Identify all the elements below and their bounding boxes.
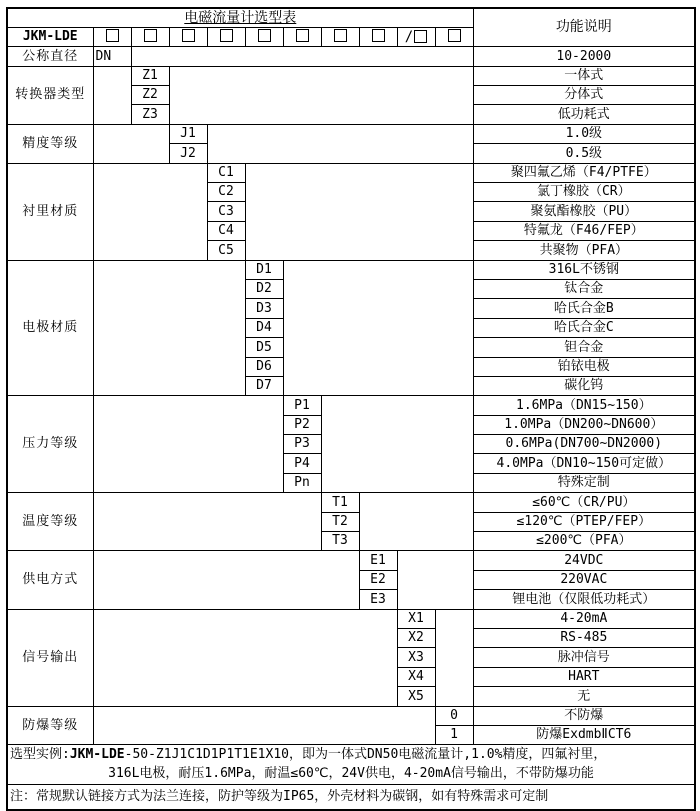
- code-cell: T1: [321, 493, 359, 512]
- spacer-cell: [169, 66, 473, 124]
- example-line1: 选型实例:JKM-LDE-50-Z1J1C1D1P1T1E1X10，即为一体式DN50电磁流量计,1.0%精度，四氟衬里，: [10, 747, 607, 762]
- description-cell: RS-485: [473, 629, 695, 648]
- spacer-cell: [283, 260, 473, 396]
- spacer-cell: [397, 551, 473, 609]
- description-cell: 锂电池（仅限低功耗式）: [473, 590, 695, 609]
- description-cell: 特殊定制: [473, 473, 695, 492]
- description-cell: 哈氏合金C: [473, 318, 695, 337]
- description-cell: ≤60℃（CR/PU）: [473, 493, 695, 512]
- section-label-temperature-rating: 温度等级: [7, 493, 93, 551]
- description-cell: 共聚物（PFA）: [473, 241, 695, 260]
- code-cell: X5: [397, 687, 435, 706]
- model-code-checkbox: [93, 27, 131, 46]
- description-cell: ≤120℃（PTEP/FEP）: [473, 512, 695, 531]
- code-cell: Z2: [131, 86, 169, 105]
- code-cell: 1: [435, 725, 473, 744]
- spacer-cell: [93, 260, 245, 396]
- model-code-checkbox: [283, 27, 321, 46]
- description-cell: 无: [473, 687, 695, 706]
- function-description-header: 功能说明: [473, 8, 695, 47]
- code-cell: C1: [207, 163, 245, 182]
- example-line2: 316L电极，耐压1.6MPa，耐温≤60℃，24V供电，4-20mA信号输出，不带防爆功能: [108, 765, 594, 781]
- model-prefix: JKM-LDE: [7, 27, 93, 46]
- code-cell: E1: [359, 551, 397, 570]
- description-cell: 铂铱电极: [473, 357, 695, 376]
- spacer-cell: [207, 124, 473, 163]
- spacer-cell: [321, 396, 473, 493]
- note-row: 注：常规默认链接方式为法兰连接，防护等级为IP65，外壳材料为碳钢，如有特殊需求可定制: [7, 785, 695, 810]
- description-cell: 低功耗式: [473, 105, 695, 124]
- section-label-power-supply: 供电方式: [7, 551, 93, 609]
- model-code-checkbox: [207, 27, 245, 46]
- description-cell: 10-2000: [473, 47, 695, 66]
- code-cell: C4: [207, 221, 245, 240]
- code-cell: Pn: [283, 473, 321, 492]
- code-cell: X2: [397, 629, 435, 648]
- description-cell: 1.0级: [473, 124, 695, 143]
- spacer-cell: [93, 551, 359, 609]
- code-cell: T3: [321, 532, 359, 551]
- checkbox-icon: [258, 29, 271, 42]
- spacer-cell: [93, 66, 131, 124]
- description-cell: 特氟龙（F46/FEP）: [473, 221, 695, 240]
- checkbox-icon: [296, 29, 309, 42]
- code-cell: C5: [207, 241, 245, 260]
- slash-separator: /: [404, 28, 414, 45]
- checkbox-icon: [220, 29, 233, 42]
- spacer-cell: [93, 609, 397, 706]
- code-cell: D3: [245, 299, 283, 318]
- checkbox-icon: [106, 29, 119, 42]
- description-cell: 4-20mA: [473, 609, 695, 628]
- description-cell: 220VAC: [473, 570, 695, 589]
- checkbox-icon: [334, 29, 347, 42]
- spacer-cell: [435, 609, 473, 706]
- code-cell: P2: [283, 415, 321, 434]
- section-label-accuracy-class: 精度等级: [7, 124, 93, 163]
- code-cell: T2: [321, 512, 359, 531]
- code-cell: 0: [435, 706, 473, 725]
- code-cell: C3: [207, 202, 245, 221]
- model-code-checkbox: [245, 27, 283, 46]
- description-cell: 防爆ExdmbⅡCT6: [473, 725, 695, 744]
- checkbox-icon: [144, 29, 157, 42]
- code-cell: D4: [245, 318, 283, 337]
- code-cell: D2: [245, 279, 283, 298]
- code-cell: P4: [283, 454, 321, 473]
- description-cell: 1.6MPa（DN15~150）: [473, 396, 695, 415]
- spacer-cell: [93, 396, 283, 493]
- description-cell: 分体式: [473, 86, 695, 105]
- description-cell: 不防爆: [473, 706, 695, 725]
- section-label-converter-type: 转换器类型: [7, 66, 93, 124]
- description-cell: HART: [473, 667, 695, 686]
- spacer-cell: [93, 163, 207, 260]
- section-label-nominal-diameter: 公称直径: [7, 47, 93, 66]
- section-label-signal-output: 信号输出: [7, 609, 93, 706]
- description-cell: 4.0MPa（DN10~150可定做）: [473, 454, 695, 473]
- description-cell: 聚四氟乙烯（F4/PTFE）: [473, 163, 695, 182]
- description-cell: 钽合金: [473, 338, 695, 357]
- example-row: [7, 745, 695, 785]
- description-cell: 24VDC: [473, 551, 695, 570]
- description-cell: 1.0MPa（DN200~DN600）: [473, 415, 695, 434]
- model-code-checkbox: [169, 27, 207, 46]
- spacer-cell: [359, 493, 473, 551]
- code-cell: D7: [245, 376, 283, 395]
- spacer-cell: [93, 124, 169, 163]
- table-title: 电磁流量计选型表: [7, 8, 473, 27]
- description-cell: 聚氨酯橡胶（PU）: [473, 202, 695, 221]
- spacer-cell: [131, 47, 473, 66]
- model-code-checkbox: [359, 27, 397, 46]
- example-model-code: JKM-LDE: [69, 747, 125, 762]
- code-cell: D5: [245, 338, 283, 357]
- code-cell: P3: [283, 435, 321, 454]
- description-cell: 氯丁橡胶（CR）: [473, 183, 695, 202]
- description-cell: 钛合金: [473, 279, 695, 298]
- description-cell: 哈氏合金B: [473, 299, 695, 318]
- code-cell: X1: [397, 609, 435, 628]
- spacer-cell: [93, 706, 435, 745]
- description-cell: 脉冲信号: [473, 648, 695, 667]
- code-cell: Z1: [131, 66, 169, 85]
- selection-table: [6, 7, 696, 811]
- code-cell: P1: [283, 396, 321, 415]
- checkbox-icon: [448, 29, 461, 42]
- description-cell: 0.5级: [473, 144, 695, 163]
- checkbox-icon: [182, 29, 195, 42]
- code-cell: J1: [169, 124, 207, 143]
- description-cell: 碳化钨: [473, 376, 695, 395]
- model-code-checkbox: [435, 27, 473, 46]
- code-cell: D6: [245, 357, 283, 376]
- spacer-cell: [93, 493, 321, 551]
- code-cell: DN: [93, 47, 131, 66]
- checkbox-icon: [414, 30, 427, 43]
- section-label-pressure-rating: 压力等级: [7, 396, 93, 493]
- code-cell: X3: [397, 648, 435, 667]
- description-cell: 316L不锈钢: [473, 260, 695, 279]
- description-cell: 0.6MPa(DN700~DN2000): [473, 435, 695, 454]
- checkbox-icon: [372, 29, 385, 42]
- model-code-checkbox-slash: [397, 27, 435, 46]
- section-label-electrode-material: 电极材质: [7, 260, 93, 396]
- model-code-checkbox: [131, 27, 169, 46]
- code-cell: E3: [359, 590, 397, 609]
- section-label-lining-material: 衬里材质: [7, 163, 93, 260]
- code-cell: X4: [397, 667, 435, 686]
- code-cell: J2: [169, 144, 207, 163]
- section-label-explosion-proof: 防爆等级: [7, 706, 93, 745]
- description-cell: ≤200℃（PFA）: [473, 532, 695, 551]
- model-code-checkbox: [321, 27, 359, 46]
- code-cell: Z3: [131, 105, 169, 124]
- code-cell: D1: [245, 260, 283, 279]
- spacer-cell: [245, 163, 473, 260]
- description-cell: 一体式: [473, 66, 695, 85]
- code-cell: E2: [359, 570, 397, 589]
- code-cell: C2: [207, 183, 245, 202]
